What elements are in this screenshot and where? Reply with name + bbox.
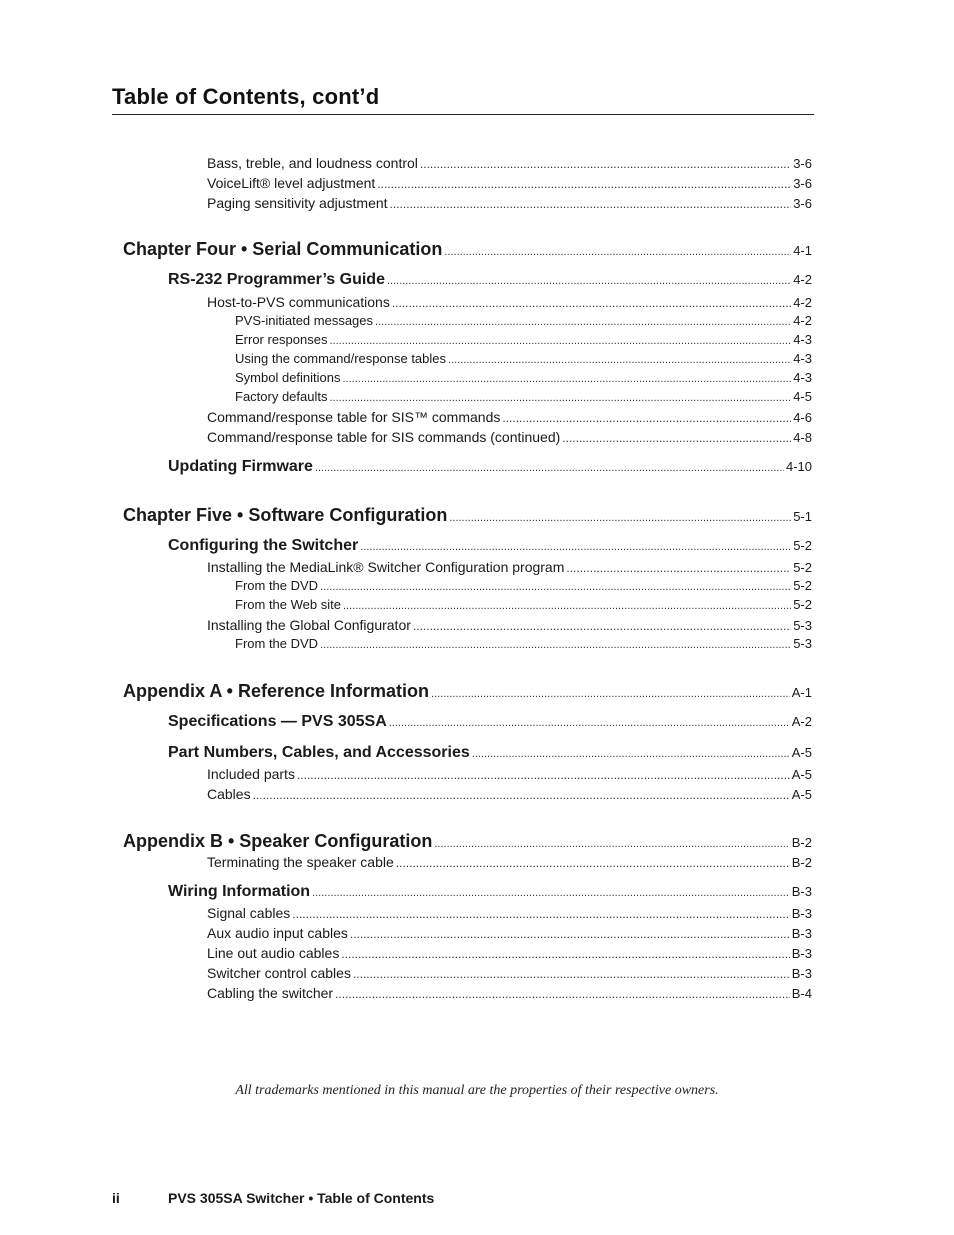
toc-entry-label: Wiring Information: [168, 883, 311, 900]
toc-entry-label: Using the command/response tables: [235, 351, 447, 366]
dot-leader: [562, 431, 791, 445]
toc-entry-page: 4-6: [793, 410, 812, 425]
toc-entry-label: Aux audio input cables: [207, 925, 348, 941]
toc-entry-label: Cables: [207, 786, 251, 802]
toc-entry: [207, 294, 812, 310]
toc-entry-label: Factory defaults: [235, 389, 328, 404]
dot-leader: [413, 619, 791, 633]
toc-entry-label: Installing the Global Configurator: [207, 617, 411, 633]
dot-leader: [431, 688, 790, 700]
toc-entry-label: Bass, treble, and loudness control: [207, 155, 418, 171]
dot-leader: [330, 392, 792, 404]
toc-entry-label: From the DVD: [235, 578, 319, 593]
toc-entry-page: 4-2: [793, 313, 812, 328]
toc-entry: [123, 831, 812, 852]
toc-entry: [235, 636, 812, 651]
toc-entry: [168, 458, 812, 476]
toc-entry-label: Symbol definitions: [235, 370, 341, 385]
toc-entry: [235, 578, 812, 593]
dot-leader: [434, 838, 789, 850]
dot-leader: [444, 246, 791, 258]
toc-entry: [207, 854, 812, 870]
toc-entry-label: Terminating the speaker cable: [207, 854, 394, 870]
dot-leader: [343, 373, 792, 385]
toc-entry: [235, 597, 812, 612]
toc-entry-page: A-5: [791, 745, 812, 760]
toc-entry-page: B-3: [791, 966, 812, 981]
toc-entry-label: Included parts: [207, 766, 295, 782]
toc-entry: [123, 505, 812, 526]
toc-entry-label: VoiceLift® level adjustment: [207, 175, 376, 191]
title-divider: [112, 114, 814, 115]
toc-entry-page: A-5: [791, 767, 812, 782]
dot-leader: [387, 275, 791, 287]
toc-entry-page: 5-3: [793, 618, 812, 633]
dot-leader: [341, 947, 789, 961]
toc-entry-page: 4-5: [793, 389, 812, 404]
dot-leader: [390, 197, 792, 211]
dot-leader: [449, 512, 791, 524]
toc-entry: [235, 389, 812, 404]
page-title: Table of Contents, cont’d: [112, 84, 380, 109]
toc-entry-page: B-3: [791, 906, 812, 921]
toc-entry-page: 4-3: [793, 332, 812, 347]
dot-leader: [472, 748, 790, 760]
toc-entry-page: B-3: [791, 884, 812, 899]
toc-entry: [168, 883, 812, 901]
dot-leader: [360, 541, 791, 553]
toc-entry-label: Signal cables: [207, 905, 291, 921]
toc-entry-page: 3-6: [793, 196, 812, 211]
dot-leader: [253, 788, 790, 802]
dot-leader: [297, 768, 790, 782]
toc-entry-page: A-5: [791, 787, 812, 802]
toc-entry: [168, 713, 812, 731]
toc-entry-page: 4-3: [793, 351, 812, 366]
toc-entry-label: Appendix B • Speaker Configuration: [123, 831, 433, 851]
toc-entry-label: Command/response table for SIS commands (continued): [207, 429, 561, 445]
dot-leader: [448, 354, 791, 366]
toc-entry-page: 4-2: [793, 272, 812, 287]
dot-leader: [420, 157, 791, 171]
toc-entry: [207, 766, 812, 782]
dot-leader: [292, 907, 789, 921]
dot-leader: [392, 296, 791, 310]
toc-entry-page: A-2: [791, 714, 812, 729]
toc-entry-page: 5-2: [793, 578, 812, 593]
toc-entry-page: 5-2: [793, 560, 812, 575]
dot-leader: [377, 177, 791, 191]
toc-entry: [207, 905, 812, 921]
toc-entry-page: 4-10: [785, 459, 812, 474]
toc-entry-page: 4-3: [793, 370, 812, 385]
dot-leader: [343, 600, 791, 612]
toc-entry-label: Installing the MediaLink® Switcher Configuration program: [207, 559, 565, 575]
toc-entry-page: B-4: [791, 986, 812, 1001]
toc-entry-label: PVS-initiated messages: [235, 313, 374, 328]
footer-page-number: ii: [112, 1190, 120, 1206]
toc-entry: [123, 681, 812, 702]
toc-entry-label: Specifications — PVS 305SA: [168, 713, 387, 730]
toc-entry: [168, 744, 812, 762]
toc-entry-label: Error responses: [235, 332, 328, 347]
toc-entry-page: A-1: [791, 685, 812, 700]
dot-leader: [312, 887, 790, 899]
toc-entry-page: B-3: [791, 946, 812, 961]
dot-leader: [502, 411, 791, 425]
toc-entry-label: Line out audio cables: [207, 945, 340, 961]
toc-entry: [207, 175, 812, 191]
toc-entry: [235, 332, 812, 347]
toc-entry-label: From the DVD: [235, 636, 319, 651]
toc-entry: [207, 945, 812, 961]
toc-entry-page: 5-3: [793, 636, 812, 651]
toc-entry-label: Part Numbers, Cables, and Accessories: [168, 744, 470, 761]
toc-entry-page: 4-8: [793, 430, 812, 445]
dot-leader: [335, 987, 790, 1001]
toc-entry: [207, 559, 812, 575]
dot-leader: [320, 639, 791, 651]
dot-leader: [389, 717, 790, 729]
toc-entry-label: Chapter Five • Software Configuration: [123, 505, 448, 525]
dot-leader: [315, 462, 784, 474]
toc-entry: [123, 239, 812, 260]
toc-entry-page: 3-6: [793, 176, 812, 191]
toc-entry-page: 4-1: [793, 243, 812, 258]
toc-entry-label: Cabling the switcher: [207, 985, 334, 1001]
toc-entry-label: Configuring the Switcher: [168, 537, 359, 554]
dot-leader: [375, 316, 791, 328]
toc-entry-label: Chapter Four • Serial Communication: [123, 239, 443, 259]
toc-entry-label: Paging sensitivity adjustment: [207, 195, 388, 211]
toc-entry-label: RS-232 Programmer’s Guide: [168, 271, 385, 288]
dot-leader: [353, 967, 790, 981]
toc-entry-page: B-2: [791, 855, 812, 870]
toc-entry: [168, 537, 812, 555]
toc-entry-page: B-3: [791, 926, 812, 941]
toc-entry-label: Switcher control cables: [207, 965, 351, 981]
toc-entry: [207, 925, 812, 941]
toc-entry-page: 3-6: [793, 156, 812, 171]
toc-entry-label: Command/response table for SIS™ commands: [207, 409, 501, 425]
dot-leader: [320, 581, 791, 593]
toc-entry-page: 5-2: [793, 538, 812, 553]
toc-entry: [235, 351, 812, 366]
toc-entry: [235, 370, 812, 385]
toc-entry: [168, 271, 812, 289]
toc-entry: [207, 617, 812, 633]
toc-entry: [207, 409, 812, 425]
dot-leader: [566, 561, 791, 575]
toc-entry: [207, 786, 812, 802]
toc-entry: [207, 429, 812, 445]
toc-entry-label: Updating Firmware: [168, 458, 313, 475]
toc-entry-page: 4-2: [793, 295, 812, 310]
toc-entry: [207, 985, 812, 1001]
trademark-note: All trademarks mentioned in this manual are the properties of their respective owners.: [235, 1083, 719, 1098]
dot-leader: [350, 927, 790, 941]
dot-leader: [329, 335, 791, 347]
dot-leader: [396, 856, 790, 870]
toc-entry: [207, 195, 812, 211]
toc-entry-label: Host-to-PVS communications: [207, 294, 390, 310]
toc-entry: [207, 155, 812, 171]
toc-entry: [207, 965, 812, 981]
toc-entry-page: 5-1: [793, 509, 812, 524]
toc-entry-label: From the Web site: [235, 597, 341, 612]
footer-document-title: PVS 305SA Switcher • Table of Contents: [168, 1190, 435, 1206]
toc-entry-page: 5-2: [793, 597, 812, 612]
toc-entry: [235, 313, 812, 328]
toc-entry-label: Appendix A • Reference Information: [123, 681, 430, 701]
toc-entry-page: B-2: [791, 835, 812, 850]
